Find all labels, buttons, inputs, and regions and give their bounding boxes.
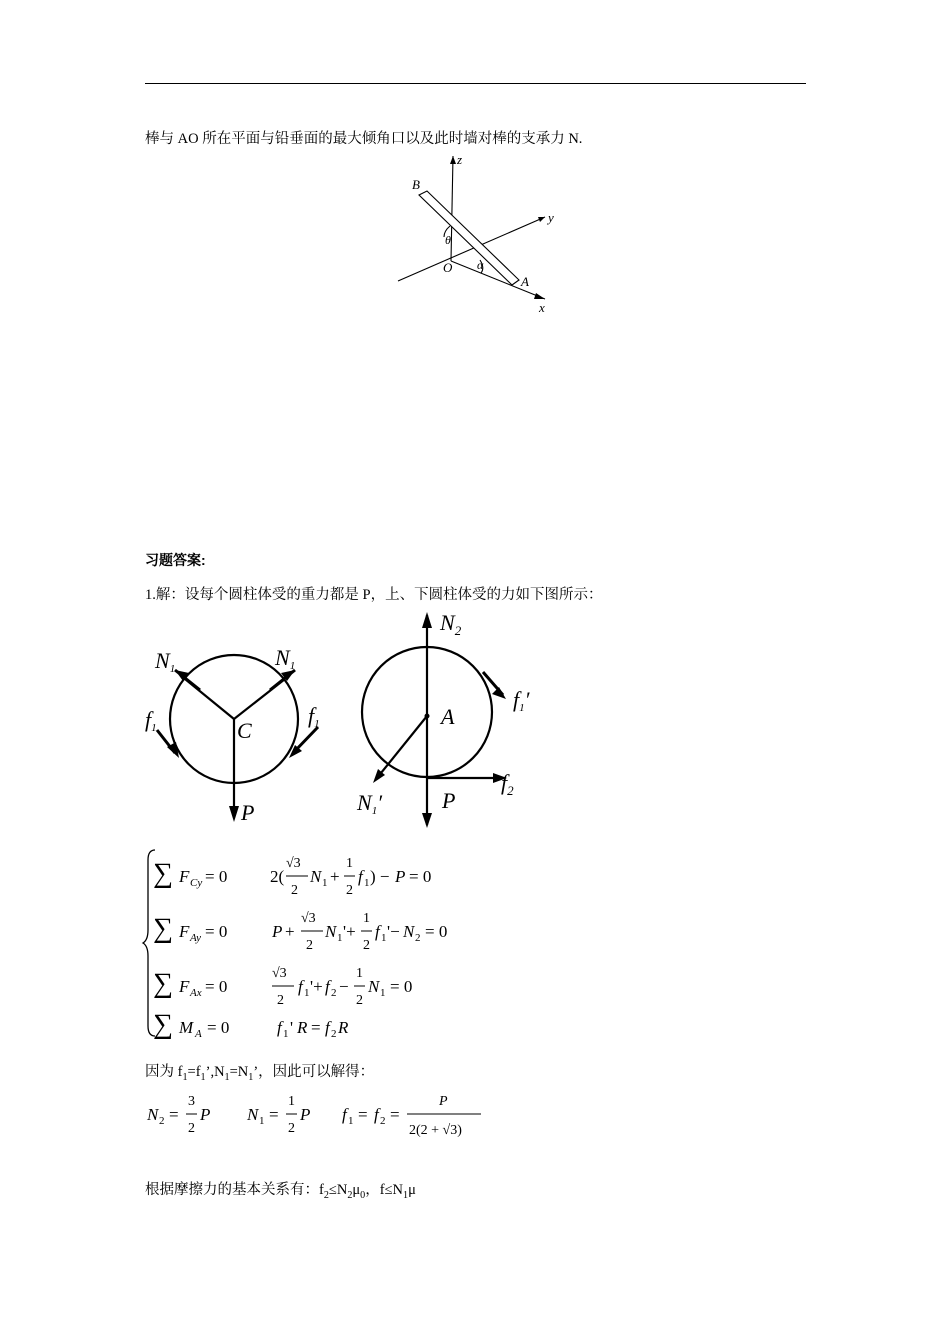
svg-text:2: 2 xyxy=(363,938,370,953)
svg-text:1: 1 xyxy=(346,856,353,871)
because-line: 因为 $f_1=f_1’,N_1=N_1$’，因此可以解得： xyxy=(145,1064,375,1083)
svg-text:∑: ∑ xyxy=(153,968,173,999)
svg-text:F: F xyxy=(179,922,190,941)
line-a-n1p xyxy=(377,716,427,778)
x-label: x xyxy=(539,300,545,315)
svg-text:1: 1 xyxy=(381,932,387,944)
rod-shape xyxy=(419,191,519,285)
svg-text:'−: '− xyxy=(387,922,400,941)
svg-text:3: 3 xyxy=(188,1094,195,1109)
svg-text:1: 1 xyxy=(259,1115,265,1127)
svg-text:2: 2 xyxy=(380,1115,386,1127)
svg-text:M: M xyxy=(179,1018,194,1037)
svg-text:Cy: Cy xyxy=(190,877,203,889)
svg-text:f: f xyxy=(325,1018,330,1037)
n2-arrow-icon xyxy=(422,612,432,628)
y-arrow-icon xyxy=(538,217,545,222)
svg-text:F: F xyxy=(179,977,190,996)
label-p-left: P xyxy=(241,800,255,825)
problem-text: 棒与 AO 所在平面与铅垂面的最大倾角口以及此时墙对棒的支承力 N. xyxy=(145,131,583,147)
theta-label: θ xyxy=(445,233,451,247)
p-left-arrow-icon xyxy=(229,806,239,822)
answers-heading: 习题答案: xyxy=(145,552,206,568)
eq-row-4-rhs xyxy=(277,1018,349,1040)
svg-text:2: 2 xyxy=(306,938,313,953)
svg-text:P: P xyxy=(200,1105,211,1124)
sum-icon: ∑ xyxy=(153,858,173,889)
svg-text:= 0: = 0 xyxy=(205,867,228,886)
svg-text:+: + xyxy=(330,867,340,886)
svg-text:2(2 + √3): 2(2 + √3) xyxy=(409,1123,462,1138)
svg-text:N: N xyxy=(310,867,322,886)
svg-text:R: R xyxy=(297,1018,308,1037)
svg-text:=: = xyxy=(269,1105,279,1124)
label-n1b: N1 xyxy=(275,645,296,672)
svg-text:1: 1 xyxy=(322,877,328,889)
svg-text:2: 2 xyxy=(291,883,298,898)
svg-text:P: P xyxy=(395,867,406,886)
svg-text:2: 2 xyxy=(288,1121,295,1136)
svg-text:= 0: = 0 xyxy=(409,867,432,886)
label-n1a: N1 xyxy=(155,648,176,675)
svg-text:= 0: = 0 xyxy=(425,922,448,941)
solution-intro: 1.解：设每个圆柱体受的重力都是 P，上、下圆柱体受的力如下图所示： xyxy=(145,587,603,603)
y-axis-line xyxy=(398,217,545,281)
svg-text:2: 2 xyxy=(159,1115,165,1127)
svg-text:P: P xyxy=(439,1094,448,1109)
svg-text:N: N xyxy=(147,1105,159,1124)
label-f2: $f_2$ xyxy=(501,770,514,798)
svg-text:√3: √3 xyxy=(301,911,316,926)
svg-text:1: 1 xyxy=(283,1028,289,1040)
label-f1b: f1 xyxy=(308,703,320,730)
label-p-right: P xyxy=(442,788,456,813)
svg-text:∑: ∑ xyxy=(153,913,173,944)
result-f xyxy=(342,1094,481,1138)
label-n2: $N_2$ xyxy=(440,610,462,638)
equation-system xyxy=(145,845,485,1045)
svg-text:1: 1 xyxy=(288,1094,295,1109)
friction-line: 根据摩擦力的基本关系有：$f_2\le N_2\mu_0$，$f\le N_1\mu$ xyxy=(145,1182,416,1201)
eq-row-2-rhs xyxy=(271,911,447,953)
svg-text:f: f xyxy=(375,922,380,941)
svg-text:N: N xyxy=(247,1105,259,1124)
svg-text:1: 1 xyxy=(380,987,386,999)
svg-text:= 0: = 0 xyxy=(205,977,228,996)
B-label: B xyxy=(412,177,420,192)
label-a: A xyxy=(441,704,455,729)
svg-text:1: 1 xyxy=(348,1115,354,1127)
label-c: C xyxy=(237,718,252,743)
svg-text:√3: √3 xyxy=(272,966,287,981)
svg-text:=: = xyxy=(169,1105,179,1124)
svg-text:': ' xyxy=(290,1018,294,1037)
eq-row-3-rhs xyxy=(272,966,412,1008)
svg-text:N: N xyxy=(325,922,337,941)
svg-text:2: 2 xyxy=(356,993,363,1008)
result-n1 xyxy=(246,1094,310,1136)
point-a xyxy=(425,714,430,719)
svg-text:2: 2 xyxy=(331,987,337,999)
svg-text:1: 1 xyxy=(304,987,310,999)
svg-text:f: f xyxy=(342,1105,347,1124)
svg-text:=: = xyxy=(390,1105,400,1124)
svg-text:F: F xyxy=(179,867,190,886)
z-axis-line xyxy=(451,156,453,261)
svg-text:R: R xyxy=(338,1018,349,1037)
svg-text:N: N xyxy=(368,977,380,996)
rod-axes-figure xyxy=(395,152,575,317)
svg-text:f: f xyxy=(277,1018,282,1037)
z-label: z xyxy=(457,152,463,167)
svg-text:=: = xyxy=(358,1105,368,1124)
svg-text:Ay: Ay xyxy=(190,932,201,944)
eq-row-1-rhs xyxy=(270,856,431,898)
svg-text:=: = xyxy=(311,1018,321,1037)
y-label: y xyxy=(548,210,554,225)
svg-text:2: 2 xyxy=(415,932,421,944)
svg-text:f: f xyxy=(358,867,363,886)
svg-text:Ax: Ax xyxy=(190,987,202,999)
svg-text:f: f xyxy=(325,977,330,996)
svg-text:f: f xyxy=(374,1105,379,1124)
svg-text:2: 2 xyxy=(277,993,284,1008)
svg-text:2: 2 xyxy=(331,1028,337,1040)
z-arrow-icon xyxy=(450,156,456,164)
svg-text:+: + xyxy=(285,922,295,941)
svg-text:= 0: = 0 xyxy=(390,977,413,996)
svg-text:) −: ) − xyxy=(370,867,390,886)
svg-text:1: 1 xyxy=(337,932,343,944)
x-arrow-icon xyxy=(534,293,545,299)
svg-text:P: P xyxy=(272,922,283,941)
svg-text:N: N xyxy=(403,922,415,941)
result-n2 xyxy=(146,1094,210,1136)
svg-text:√3: √3 xyxy=(286,856,301,871)
label-f1p: f1′ xyxy=(513,687,530,714)
svg-text:= 0: = 0 xyxy=(205,922,228,941)
svg-text:= 0: = 0 xyxy=(207,1018,230,1037)
O-label: O xyxy=(443,260,453,275)
cylinder-force-figure xyxy=(145,610,545,830)
svg-text:1: 1 xyxy=(356,966,363,981)
f1p-arrow-icon xyxy=(492,687,506,699)
svg-text:−: − xyxy=(339,977,349,996)
svg-text:'+: '+ xyxy=(310,977,323,996)
label-f1a: f1 xyxy=(145,707,157,734)
header-rule xyxy=(145,83,806,84)
label-n1p: N1′ xyxy=(357,790,382,817)
p-right-arrow-icon xyxy=(422,813,432,828)
svg-text:A: A xyxy=(195,1028,202,1040)
svg-text:2: 2 xyxy=(188,1121,195,1136)
svg-text:P: P xyxy=(300,1105,311,1124)
svg-text:2: 2 xyxy=(346,883,353,898)
svg-text:'+: '+ xyxy=(343,922,356,941)
results-equations xyxy=(145,1088,505,1143)
svg-text:f: f xyxy=(298,977,303,996)
svg-text:2(: 2( xyxy=(270,867,285,886)
svg-text:∑: ∑ xyxy=(153,1009,173,1040)
alpha-label: α xyxy=(477,258,484,272)
A-label: A xyxy=(521,274,529,289)
svg-text:1: 1 xyxy=(363,911,370,926)
svg-text:1: 1 xyxy=(364,877,370,889)
